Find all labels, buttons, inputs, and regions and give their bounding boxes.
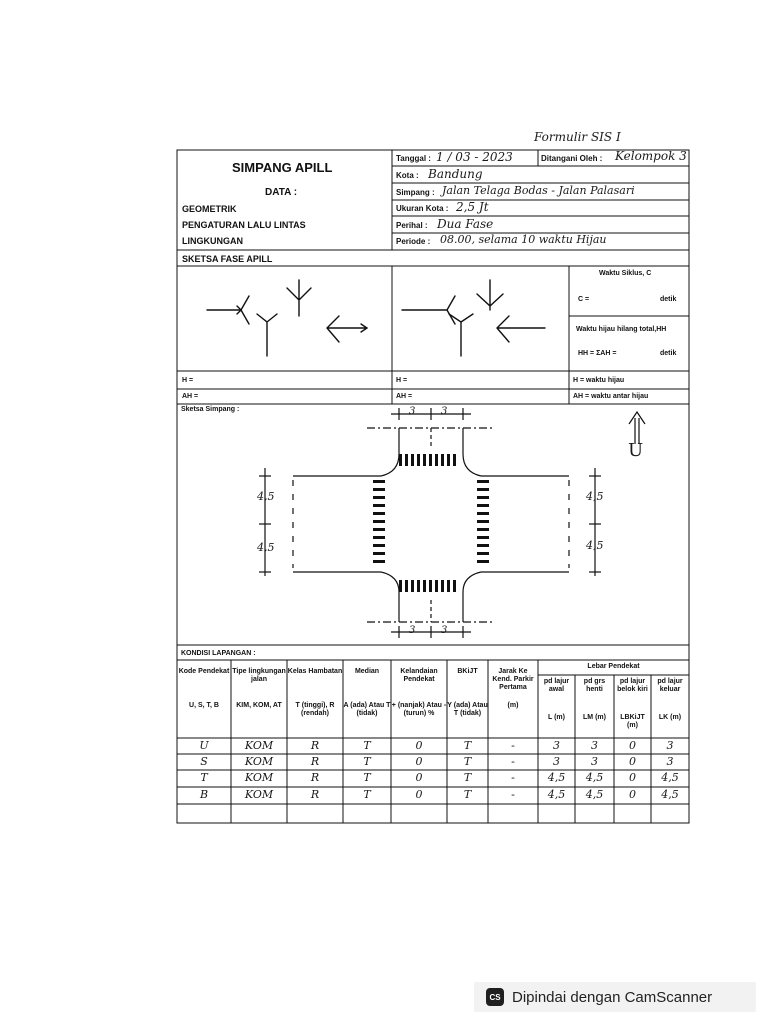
table-cell-r0-c10: 3 <box>666 739 674 752</box>
col-head-3: Median <box>354 668 380 675</box>
hilang-label: Waktu hijau hilang total,HH <box>576 326 667 333</box>
h-label-2: H = <box>396 377 408 384</box>
col-head-10: pd lajur keluar <box>657 678 683 693</box>
table-cell-r3-c9: 0 <box>629 788 636 801</box>
c-label: C = <box>578 296 590 303</box>
ukuran-value: 2,5 Jt <box>456 200 489 214</box>
tanggal-label: Tanggal : <box>396 154 431 163</box>
table-cell-r3-c5: T <box>463 788 472 801</box>
detik-2: detik <box>660 350 677 357</box>
pengaturan-label: PENGATURAN LALU LINTAS <box>182 220 306 230</box>
perihal-label: Perihal : <box>396 221 428 230</box>
intersection-sketch <box>177 404 689 645</box>
col-head-1: Tipe lingkungan jalan <box>232 668 286 683</box>
left-dim-2: 4,5 <box>257 541 275 554</box>
col-sub-8: LM (m) <box>583 714 606 721</box>
kota-label: Kota : <box>396 171 419 180</box>
phase1-west-arrow <box>207 296 249 310</box>
col-sub-10: LK (m) <box>658 714 682 721</box>
table-cell-r0-c8: 3 <box>591 739 598 752</box>
top-dim-1: 3 <box>409 406 416 417</box>
table-cell-r3-c0: B <box>199 788 209 801</box>
col-head-6: Jarak Ke Kend. Parkir Pertama <box>492 668 534 691</box>
table-cell-r1-c3: T <box>363 755 371 768</box>
col-head-5: BKiJT <box>457 668 478 675</box>
phase-arrows-sketch <box>177 266 569 371</box>
col-head-2: Kelas Hambatan <box>287 668 343 675</box>
left-dim-1: 4,5 <box>257 490 275 503</box>
table-cell-r2-c2: R <box>310 771 320 784</box>
legend-h: H = waktu hijau <box>573 377 625 384</box>
table-cell-r3-c4: 0 <box>415 788 423 801</box>
col-head-0: Kode Pendekat <box>178 668 230 675</box>
col-sub-0: U, S, T, B <box>189 702 219 709</box>
periode-value: 08.00, selama 10 waktu Hijau <box>440 233 607 246</box>
table-cell-r1-c2: R <box>310 755 320 768</box>
col-sub-5: Y (ada) Atau T (tidak) <box>447 702 488 717</box>
top-dim-2: 3 <box>441 406 448 417</box>
right-dim-1: 4,5 <box>586 490 604 503</box>
table-cell-r0-c9: 0 <box>629 739 636 752</box>
table-cell-r2-c7: 4,5 <box>547 771 566 784</box>
table-cell-r3-c7: 4,5 <box>547 788 566 801</box>
data-label: DATA : <box>265 187 298 198</box>
kota-value: Bandung <box>428 167 483 181</box>
lebar-pendekat-header: Lebar Pendekat <box>587 663 640 670</box>
col-sub-2: T (tinggi), R (rendah) <box>295 702 335 717</box>
table-cell-r3-c10: 4,5 <box>661 788 679 801</box>
lingkungan-label: LINGKUNGAN <box>182 236 243 246</box>
table-cell-r2-c10: 4,5 <box>661 771 679 784</box>
table-cell-r1-c7: 3 <box>553 755 560 768</box>
col-sub-1: KIM, KOM, AT <box>236 702 282 709</box>
h-label-1: H = <box>182 377 194 384</box>
ukuran-label: Ukuran Kota : <box>396 204 449 213</box>
table-cell-r2-c8: 4,5 <box>585 771 604 784</box>
table-cell-r3-c1: KOM <box>244 788 274 801</box>
col-head-9: pd lajur belok kiri <box>617 678 648 693</box>
table-cell-r1-c0: S <box>200 755 208 768</box>
table-cell-r0-c3: T <box>363 739 371 752</box>
table-cell-r2-c5: T <box>463 771 472 784</box>
col-sub-4: + (nanjak) Atau - (turun) % <box>391 702 447 717</box>
col-head-7: pd lajur awal <box>543 678 570 693</box>
table-cell-r2-c4: 0 <box>415 771 423 784</box>
ah-label-1: AH = <box>182 393 199 400</box>
bottom-dim-2: 3 <box>441 625 448 636</box>
kondisi-title: KONDISI LAPANGAN : <box>181 650 256 657</box>
table-cell-r2-c0: T <box>200 771 208 784</box>
geometrik-label: GEOMETRIK <box>182 204 237 214</box>
ditangani-value: Kelompok 3 <box>615 149 687 163</box>
camscanner-text: Dipindai dengan CamScanner <box>512 988 713 1006</box>
simpang-label: Simpang : <box>396 188 435 197</box>
form-title: SIMPANG APILL <box>232 160 333 175</box>
table-cell-r0-c6: - <box>511 739 515 752</box>
col-sub-9: LBKiJT (m) <box>620 714 645 729</box>
table-cell-r1-c9: 0 <box>629 755 636 768</box>
camscanner-watermark <box>474 982 756 1012</box>
table-cell-r3-c6: - <box>511 788 515 801</box>
col-sub-6: (m) <box>507 702 519 709</box>
table-cell-r1-c10: 3 <box>666 755 674 768</box>
fase-title: SKETSA FASE APILL <box>182 254 273 264</box>
table-cell-r2-c3: T <box>363 771 371 784</box>
form-code: Formulir SIS I <box>534 130 621 144</box>
table-cell-r1-c1: KOM <box>244 755 274 768</box>
perihal-value: Dua Fase <box>437 217 494 231</box>
table-cell-r1-c5: T <box>463 755 472 768</box>
bottom-dim-1: 3 <box>409 625 416 636</box>
table-cell-r3-c8: 4,5 <box>585 788 604 801</box>
table-cell-r0-c4: 0 <box>415 739 423 752</box>
table-cell-r3-c3: T <box>363 788 371 801</box>
table-cell-r1-c4: 0 <box>415 755 423 768</box>
ditangani-label: Ditangani Oleh : <box>541 154 603 163</box>
table-cell-r0-c1: KOM <box>244 739 274 752</box>
periode-label: Periode : <box>396 237 431 246</box>
hh-label: HH = ΣAH = <box>578 350 617 357</box>
right-dim-2: 4,5 <box>586 539 604 552</box>
legend-ah: AH = waktu antar hijau <box>573 393 649 400</box>
table-cell-r2-c1: KOM <box>244 771 274 784</box>
camscanner-logo: CS <box>486 988 504 1006</box>
north-label: U <box>628 440 644 461</box>
simpang-value: Jalan Telaga Bodas - Jalan Palasari <box>442 184 635 197</box>
table-cell-r0-c7: 3 <box>553 739 560 752</box>
col-sub-3: A (ada) Atau T (tidak) <box>343 702 391 717</box>
table-cell-r0-c2: R <box>310 739 320 752</box>
table-cell-r3-c2: R <box>310 788 320 801</box>
table-cell-r0-c0: U <box>199 739 209 752</box>
col-head-8: pd grs henti <box>583 678 606 693</box>
ah-label-2: AH = <box>396 393 413 400</box>
tanggal-value: 1 / 03 - 2023 <box>436 150 513 164</box>
table-cell-r2-c9: 0 <box>629 771 636 784</box>
siklus-label: Waktu Siklus, C <box>599 270 652 277</box>
table-cell-r1-c8: 3 <box>591 755 598 768</box>
sketsa-title: Sketsa Simpang : <box>181 406 240 413</box>
detik-1: detik <box>660 296 677 303</box>
table-cell-r1-c6: - <box>511 755 515 768</box>
col-head-4: Kelandaian Pendekat <box>400 668 438 683</box>
table-cell-r2-c6: - <box>511 771 515 784</box>
col-sub-7: L (m) <box>548 714 565 721</box>
table-cell-r0-c5: T <box>463 739 472 752</box>
